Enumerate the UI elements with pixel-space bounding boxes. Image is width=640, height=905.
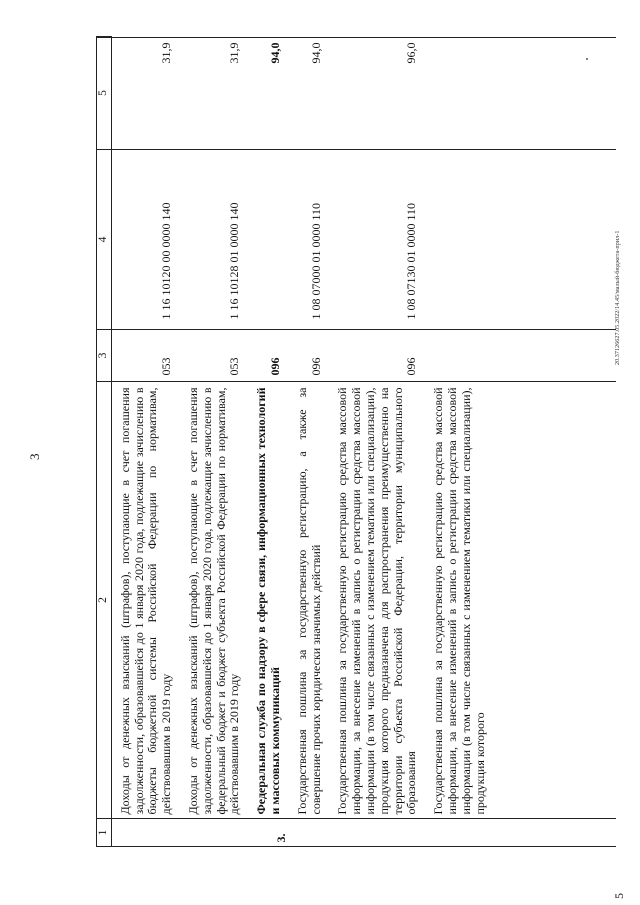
revenue-name: Федеральная служба по надзору в сфере связи, информационных технологий и массовых коммуникаций — [254, 387, 282, 815]
admin-code: 053 — [227, 357, 242, 376]
revenue-name: Доходы от денежных взысканий (штрафов), поступающие в счет погашения задолженности, образовавшейся до 1 января 2020 года, подлежащие зачислению в бюджеты бюджетной системы Российской Федерации по нормативам, действовавшим в 2019 году — [117, 387, 174, 815]
budget-code: 1 08 07000 01 0000 110 — [308, 202, 323, 320]
revenue-name: Государственная пошлина за государственную регистрацию средства массовой информации, за внесение изменений в запись о регистрации средства массовой информации (в том числе связанных с изменением тематики или специализации), продукция которого — [431, 387, 487, 815]
column-divider — [96, 37, 616, 38]
amount: 96,0 — [404, 42, 419, 64]
table-row-section — [248, 37, 289, 847]
amount: 31,9 — [159, 42, 174, 64]
admin-code: 096 — [308, 357, 323, 376]
row-number — [180, 819, 248, 847]
table-row — [425, 37, 493, 847]
budget-code — [425, 150, 493, 330]
admin-code: 053 — [159, 357, 174, 376]
header-col-5: 5 — [97, 37, 112, 150]
column-divider — [96, 846, 616, 847]
row-number — [289, 819, 330, 847]
admin-code — [425, 330, 493, 382]
row-number: 3. — [273, 833, 288, 843]
revenue-name: Доходы от денежных взысканий (штрафов), поступающие в счет погашения задолженности, образовавшейся до 1 января 2020 года, подлежащие зачислению в федеральный бюджет и бюджет субъекта Российской Федерации по нормативам, действовавшим в 2019 году — [185, 387, 242, 815]
revenue-name: Государственная пошлина за государственную регистрацию, а также за совершение прочих юридически значимых действий — [294, 387, 323, 815]
revenue-table — [96, 36, 493, 847]
table-row — [289, 37, 330, 847]
scan-mark — [586, 58, 588, 60]
table-header-row — [97, 37, 112, 847]
header-col-4: 4 — [97, 150, 112, 330]
table-row — [329, 37, 425, 847]
column-divider — [96, 329, 616, 330]
budget-code — [248, 150, 289, 330]
budget-code: 1 16 10120 00 0000 140 — [159, 202, 174, 320]
footer-file-code: 20.37126627.05.2022/14.45/малый-бюджета-прил-1 — [615, 230, 621, 365]
budget-code: 1 08 07130 01 0000 110 — [404, 202, 419, 320]
amount: 94,0 — [308, 42, 323, 64]
table-row — [111, 37, 180, 847]
row-number — [329, 819, 425, 847]
admin-code: 096 — [267, 357, 282, 376]
table-row — [180, 37, 248, 847]
revenue-name: Государственная пошлина за государственную регистрацию средства массовой информации, за внесение изменений в запись о регистрации средства массовой информации (в том числе связанных с изменением тематики или специализации), продукция которого предназначена для распространения преимущественно на территории субъекта Российской Федерации, территории муниципального образования — [335, 387, 419, 815]
side-page-number: 5 — [612, 893, 626, 899]
amount: 31,9 — [227, 42, 242, 64]
column-divider — [96, 818, 616, 819]
header-col-2: 2 — [97, 382, 112, 819]
budget-code: 1 16 10128 01 0000 140 — [227, 202, 242, 320]
page-number: 3 — [27, 453, 42, 460]
admin-code: 096 — [404, 357, 419, 376]
amount — [425, 37, 493, 150]
amount: 94,0 — [267, 42, 282, 64]
row-number — [425, 819, 493, 847]
header-col-1: 1 — [97, 819, 112, 847]
column-divider — [96, 381, 616, 382]
header-col-3: 3 — [97, 330, 112, 382]
column-divider — [96, 149, 616, 150]
row-number — [111, 819, 180, 847]
